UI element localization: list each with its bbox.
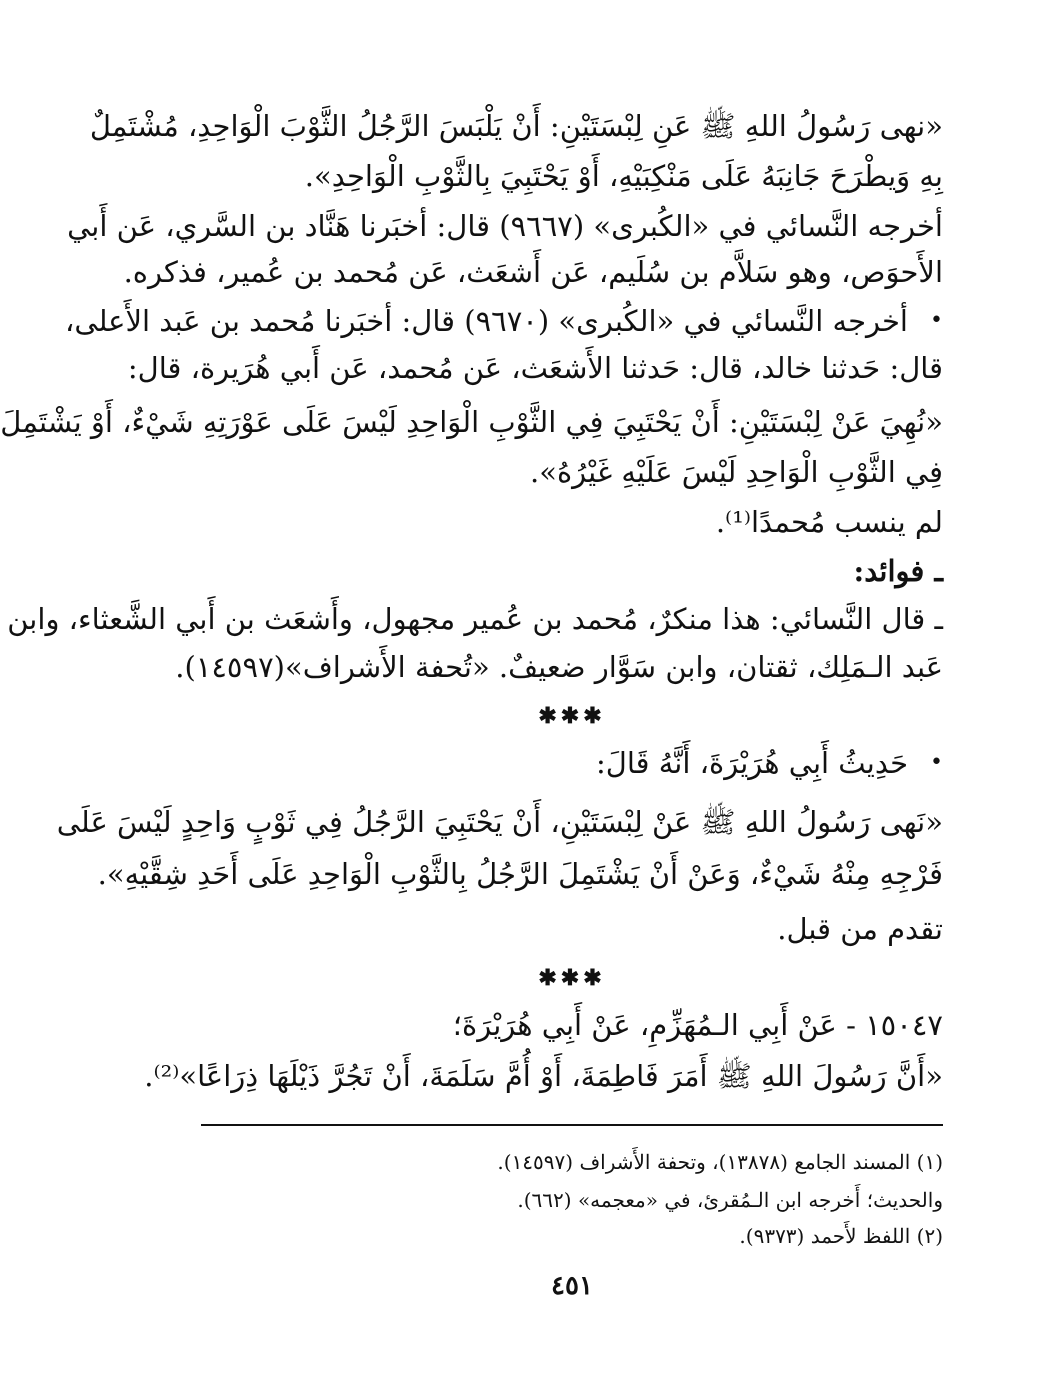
note-line: تقدم من قبل. <box>777 912 943 946</box>
fawaid-line: عَبد الـمَلِك، ثقتان، وابن سَوَّار ضعيفٌ. «تُحفة الأَشراف»(١٤٥٩٧). <box>175 650 943 684</box>
fawaid-line: ـ قال النَّسائي: هذا منكرٌ، مُحمد بن عُمير مجهول، وأَشعَث بن أَبي الشَّعثاء، وابن <box>7 602 943 636</box>
takhrij-line: أخرجه النَّسائي في «الكُبرى» (٩٦٦٧) قال: أخبَرنا هَنَّاد بن السَّري، عَن أَبي <box>67 209 943 243</box>
page-number: ٤٥١ <box>551 1271 593 1301</box>
hadith-line: «نُهِيَ عَنْ لِبْسَتَيْنِ: أَنْ يَحْتَبِيَ فِي الثَّوْبِ الْوَاحِدِ لَيْسَ عَلَى عَوْرَتِهِ شَيْءٌ، أَوْ يَشْتَمِلَ <box>0 405 943 439</box>
hadith-line: «نهى رَسُولُ اللهِ ﷺ عَنِ لِبْسَتَيْنِ: أَنْ يَلْبَسَ الرَّجُلُ الثَّوْبَ الْوَاحِدِ، مُشْتَمِلٌ <box>89 109 943 143</box>
note-line: لم ينسب مُحمدًا⁽¹⁾. <box>715 505 943 539</box>
hadith-line: فِي الثَّوْبِ الْوَاحِدِ لَيْسَ عَلَيْهِ غَيْرُهُ». <box>530 455 943 489</box>
takhrij-line: أخرجه النَّسائي في «الكُبرى» (٩٦٧٠) قال: أخبَرنا مُحمد بن عَبد الأَعلى، <box>65 304 908 338</box>
bullet-icon: • <box>930 308 943 333</box>
takhrij-line: قال: حَدثنا خالد، قال: حَدثنا الأَشعَث، عَن مُحمد، عَن أَبي هُرَيرة، قال: <box>127 351 943 385</box>
hadith-line: فَرْجِهِ مِنْهُ شَيْءٌ، وَعَنْ أَنْ يَشْتَمِلَ الرَّجُلُ بِالثَّوْبِ الْوَاحِدِ عَلَى أَحَدِ شِقَّيْهِ». <box>97 857 943 891</box>
footnote: (٢) اللفظ لأَحمد (٩٣٧٣). <box>739 1224 943 1248</box>
takhrij-line: الأَحوَص، وهو سَلاَّم بن سُلَيم، عَن أَشعَث، عَن مُحمد بن عُمير، فذكره. <box>123 255 943 289</box>
hadith-line: «أَنَّ رَسُولَ اللهِ ﷺ أَمَرَ فَاطِمَةَ، أَوْ أُمَّ سَلَمَةَ، أَنْ تَجُرَّ ذَيْلَهَا ذِرَاعًا»⁽²⁾. <box>144 1059 943 1093</box>
separator-stars: ✱✱✱ <box>538 703 606 729</box>
hadith-heading: حَدِيثُ أَبِي هُرَيْرَةَ، أَنَّهُ قَالَ: <box>595 746 908 780</box>
footnote: (١) المسند الجامع (١٣٨٧٨)، وتحفة الأَشراف (١٤٥٩٧). <box>497 1150 943 1174</box>
separator-stars: ✱✱✱ <box>538 965 606 991</box>
hadith-line: «نَهى رَسُولُ اللهِ ﷺ عَنْ لِبْسَتَيْنِ، أَنْ يَحْتَبِيَ الرَّجُلُ فِي ثَوْبٍ وَاحِدٍ لَيْسَ عَلَى <box>56 805 943 839</box>
hadith-line: بِهِ وَيطْرَحَ جَانِبَهُ عَلَى مَنْكِبَيْهِ، أَوْ يَحْتَبِيَ بِالثَّوْبِ الْوَاحِدِ». <box>304 159 943 193</box>
bullet-icon: • <box>930 750 943 775</box>
fawaid-heading: ـ فوائد: <box>853 554 943 588</box>
footnote: والحديث؛ أَخرجه ابن الـمُقرئ، في «معجمه» (٦٦٢). <box>517 1188 943 1212</box>
footnote-rule <box>201 1124 943 1126</box>
hadith-number-line: ١٥٠٤٧ - عَنْ أَبِي الـمُهَزِّمِ، عَنْ أَبِي هُرَيْرَةَ؛ <box>452 1008 943 1042</box>
